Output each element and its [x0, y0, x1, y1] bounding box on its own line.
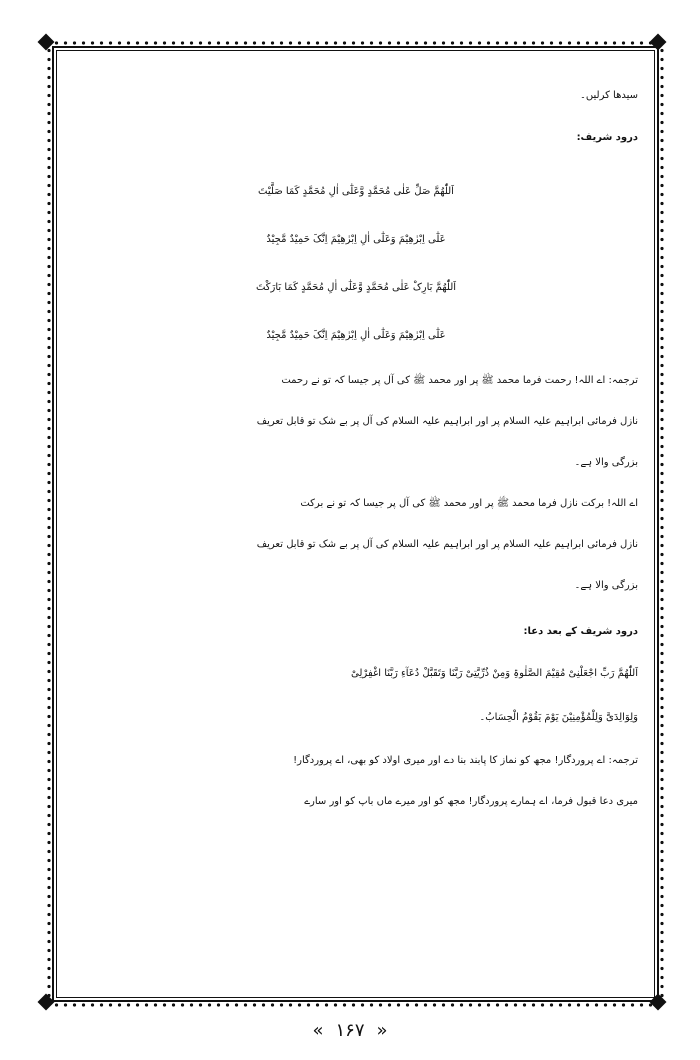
border-dots-bottom — [52, 1002, 659, 1008]
dua-line: وَلِوَالِدَیَّ وَلِلْمُؤْمِنِیْنَ یَوْمَ یَقُوْمُ الْحِسَابُ۔ — [479, 712, 638, 723]
border-dots-right — [659, 46, 665, 1002]
page-number-text: ۱۶۷ — [335, 1020, 365, 1041]
border-dots-top — [52, 40, 659, 46]
durood-block — [74, 168, 638, 360]
translation-1 — [74, 360, 638, 483]
page-content — [74, 80, 638, 822]
translation-line: ترجمہ: اے پروردگار! مجھ کو نماز کا پابند بنا دے اور میری اولاد کو بھی، اے پروردگار! — [293, 755, 638, 766]
dua-line: اَللّٰھُمَّ رَبِّ اجْعَلْنِیْ مُقِیْمَ الصَّلٰوۃِ وَمِنْ ذُرِّیَّتِیْ رَبَّنَا وَتَقَبَّلْ دُعَآءِ رَبَّنَا اغْفِرْلِیْ — [351, 668, 638, 679]
page-number-ornament-right: » — [376, 1020, 388, 1041]
translation-line: میری دعا قبول فرما، اے ہمارے پروردگار! مجھ کو اور میرے ماں باپ کو اور سارے — [304, 796, 638, 807]
intro-line: سیدھا کرلیں۔ — [580, 90, 638, 101]
translation-3 — [74, 740, 638, 822]
border-dots-left — [46, 46, 52, 1002]
page-number — [0, 1020, 700, 1041]
translation-line: بزرگی والا ہے۔ — [574, 457, 638, 468]
durood-line: اَللّٰھُمَّ صَلِّ عَلٰی مُحَمَّدٍ وَّعَلٰٓی اٰلِ مُحَمَّدٍ کَمَا صَلَّیْتَ — [258, 186, 454, 197]
translation-line: بزرگی والا ہے۔ — [574, 580, 638, 591]
translation-line: نازل فرمائی ابراہیم علیہ السلام پر اور ابراہیم علیہ السلام کی آل پر بے شک تو قابل تعریف — [256, 416, 638, 427]
translation-line: اے اللہ! برکت نازل فرما محمد ﷺ پر اور محمد ﷺ کی آل پر جیسا کہ تو نے برکت — [300, 498, 638, 509]
dua-block — [74, 652, 638, 740]
translation-line: نازل فرمائی ابراہیم علیہ السلام پر اور ابراہیم علیہ السلام کی آل پر بے شک تو قابل تعریف — [256, 539, 638, 550]
durood-line: عَلٰٓی اِبْرٰھِیْمَ وَعَلٰٓی اٰلِ اِبْرٰھِیْمَ اِنَّکَ حَمِیْدٌ مَّجِیْدٌ — [266, 234, 446, 245]
translation-line: ترجمہ: اے اللہ! رحمت فرما محمد ﷺ پر اور محمد ﷺ کی آل پر جیسا کہ تو نے رحمت — [281, 375, 638, 386]
heading-dua: درود شریف کے بعد دعا: — [523, 626, 638, 637]
durood-line: اَللّٰھُمَّ بَارِکْ عَلٰی مُحَمَّدٍ وَّعَلٰٓی اٰلِ مُحَمَّدٍ کَمَا بَارَکْتَ — [255, 282, 457, 293]
translation-2 — [74, 483, 638, 606]
durood-line: عَلٰٓی اِبْرٰھِیْمَ وَعَلٰٓی اٰلِ اِبْرٰھِیْمَ اِنَّکَ حَمِیْدٌ مَّجِیْدٌ — [266, 330, 446, 341]
heading-durood: درود شریف: — [576, 132, 638, 143]
page-number-ornament-left: « — [312, 1020, 324, 1041]
